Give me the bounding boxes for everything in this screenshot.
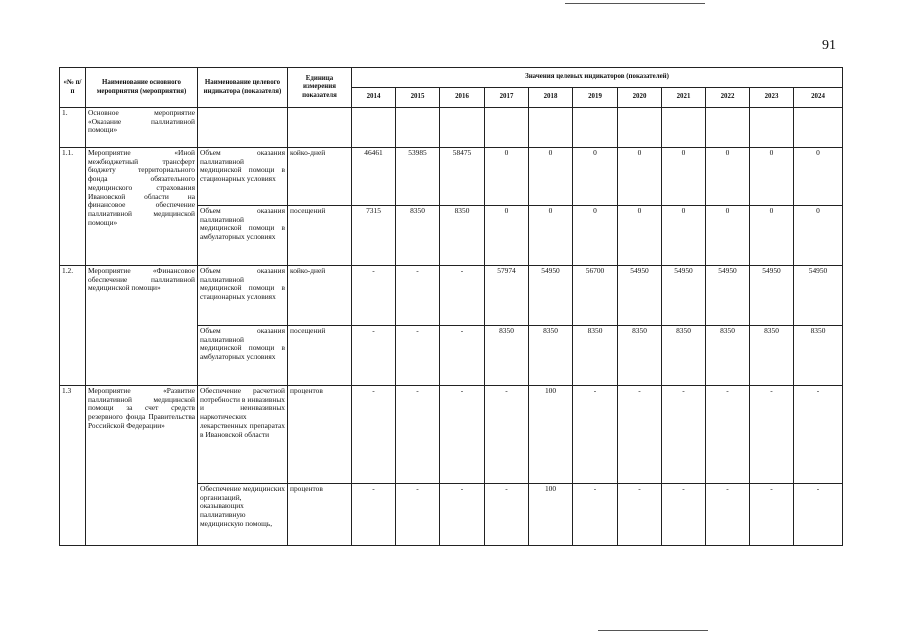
table-row — [60, 108, 843, 148]
value-cell: 54950 — [706, 266, 750, 326]
value-cell: - — [750, 484, 794, 546]
value-cell: - — [352, 484, 396, 546]
value-cell: 54950 — [529, 266, 573, 326]
header-year: 2015 — [396, 88, 440, 108]
value-cell: 0 — [573, 148, 618, 206]
value-cell: 54950 — [794, 266, 843, 326]
unit: койко-дней — [288, 266, 352, 326]
value-cell: 0 — [662, 206, 706, 266]
value-cell: - — [352, 326, 396, 386]
value-cell: 53985 — [396, 148, 440, 206]
value-cell: - — [440, 484, 485, 546]
value-cell: - — [618, 484, 662, 546]
value-cell: 100 — [529, 484, 573, 546]
value-cell: 0 — [485, 148, 529, 206]
value-cell: 46461 — [352, 148, 396, 206]
table-row — [60, 386, 843, 484]
table-row — [60, 266, 843, 326]
header-unit: Единица измерения показателя — [288, 68, 352, 108]
header-year: 2017 — [485, 88, 529, 108]
value-cell: 57974 — [485, 266, 529, 326]
value-cell: 0 — [706, 148, 750, 206]
value-cell: 54950 — [662, 266, 706, 326]
header-year: 2014 — [352, 88, 396, 108]
unit: посещений — [288, 206, 352, 266]
table-row — [60, 148, 843, 206]
value-cell: 0 — [529, 148, 573, 206]
top-rule — [565, 3, 705, 4]
event-name: Мероприятие «Иной межбюджетный трансферт бюджету территориального фонда обязательного медицинского страхования Ивановской области на финансовое обеспечение паллиативной медицинской помощи» — [86, 148, 198, 266]
row-number: 1. — [60, 108, 86, 148]
indicator-name: Объем оказания паллиативной медицинской помощи в стационарных условиях — [198, 148, 288, 206]
value-cell: 8350 — [485, 326, 529, 386]
value-cell: 8350 — [396, 206, 440, 266]
header-event: Наименование основного мероприятия (мероприятия) — [86, 68, 198, 108]
page-number: 91 — [822, 38, 836, 53]
unit: процентов — [288, 386, 352, 484]
value-cell: 100 — [529, 386, 573, 484]
value-cell: 0 — [529, 206, 573, 266]
value-cell: 0 — [573, 206, 618, 266]
header-year: 2016 — [440, 88, 485, 108]
value-cell: - — [352, 266, 396, 326]
value-cell: - — [662, 386, 706, 484]
header-year: 2019 — [573, 88, 618, 108]
value-cell: 8350 — [750, 326, 794, 386]
value-cell: 8350 — [573, 326, 618, 386]
header-year: 2024 — [794, 88, 843, 108]
value-cell: - — [485, 484, 529, 546]
value-cell: 8350 — [662, 326, 706, 386]
header-year: 2020 — [618, 88, 662, 108]
header-num: «№ п/п — [60, 68, 86, 108]
header-year: 2022 — [706, 88, 750, 108]
unit: посещений — [288, 326, 352, 386]
value-cell: 0 — [794, 148, 843, 206]
row-number: 1.2. — [60, 266, 86, 386]
value-cell: 8350 — [440, 206, 485, 266]
value-cell: 8350 — [529, 326, 573, 386]
value-cell: 8350 — [794, 326, 843, 386]
value-cell: - — [618, 386, 662, 484]
value-cell: - — [440, 326, 485, 386]
header-year: 2018 — [529, 88, 573, 108]
header-year: 2021 — [662, 88, 706, 108]
indicator-name: Объем оказания паллиативной медицинской помощи в стационарных условиях — [198, 266, 288, 326]
event-name: Мероприятие «Развитие паллиативной медицинской помощи за счет средств резервного фонда Правительства Российской Федерации» — [86, 386, 198, 546]
row-number: 1.3 — [60, 386, 86, 546]
value-cell: - — [573, 484, 618, 546]
unit: койко-дней — [288, 148, 352, 206]
indicator-name: Обеспечение расчетной потребности в инвазивных и неинвазивных наркотических лекарственных препаратах в Ивановской области — [198, 386, 288, 484]
value-cell: - — [440, 386, 485, 484]
value-cell: - — [485, 386, 529, 484]
value-cell: 54950 — [618, 266, 662, 326]
value-cell: - — [794, 484, 843, 546]
value-cell: - — [396, 266, 440, 326]
event-name: Основное мероприятие «Оказание паллиативной помощи» — [86, 108, 198, 148]
value-cell: - — [706, 386, 750, 484]
value-cell: - — [750, 386, 794, 484]
header-year: 2023 — [750, 88, 794, 108]
value-cell: - — [440, 266, 485, 326]
value-cell: - — [662, 484, 706, 546]
value-cell: 0 — [706, 206, 750, 266]
value-cell: - — [396, 484, 440, 546]
value-cell: - — [573, 386, 618, 484]
header-indicator: Наименование целевого индикатора (показателя) — [198, 68, 288, 108]
unit: процентов — [288, 484, 352, 546]
indicator-name: Объем оказания паллиативной медицинской помощи в амбулаторных условиях — [198, 326, 288, 386]
indicators-table — [59, 67, 843, 546]
value-cell: - — [706, 484, 750, 546]
value-cell: 0 — [662, 148, 706, 206]
indicator-name: Обеспечение медицинских организаций, оказывающих паллиативную медицинскую помощь, — [198, 484, 288, 546]
value-cell: 0 — [485, 206, 529, 266]
value-cell: - — [396, 386, 440, 484]
row-number: 1.1. — [60, 148, 86, 266]
event-name: Мероприятие «Финансовое обеспечение паллиативной медицинской помощи» — [86, 266, 198, 386]
value-cell: 54950 — [750, 266, 794, 326]
value-cell: - — [396, 326, 440, 386]
indicator-name: Объем оказания паллиативной медицинской помощи в амбулаторных условиях — [198, 206, 288, 266]
value-cell: 58475 — [440, 148, 485, 206]
value-cell: 7315 — [352, 206, 396, 266]
header-values: Значения целевых индикаторов (показателей) — [352, 68, 843, 88]
bottom-rule — [598, 630, 708, 631]
value-cell: 0 — [750, 148, 794, 206]
value-cell: 0 — [618, 148, 662, 206]
value-cell: - — [794, 386, 843, 484]
value-cell: 0 — [750, 206, 794, 266]
value-cell: - — [352, 386, 396, 484]
value-cell: 0 — [794, 206, 843, 266]
value-cell: 56700 — [573, 266, 618, 326]
value-cell: 8350 — [618, 326, 662, 386]
value-cell: 8350 — [706, 326, 750, 386]
value-cell: 0 — [618, 206, 662, 266]
